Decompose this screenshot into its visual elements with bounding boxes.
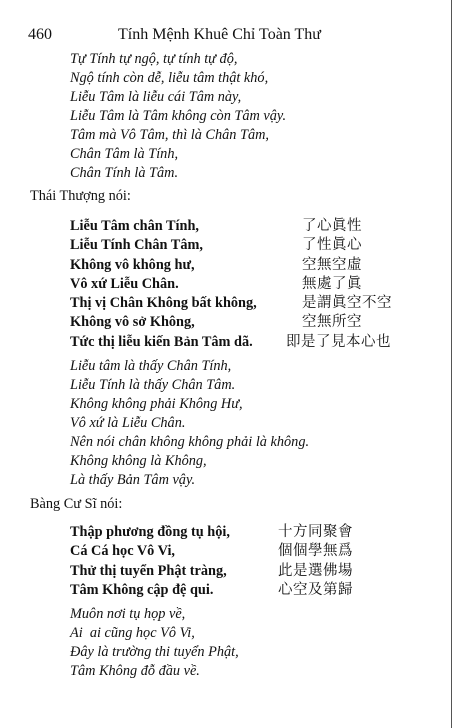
verse-chinese: 十方同聚會	[278, 524, 353, 540]
section-heading: Thái Thượng nói:	[30, 188, 131, 204]
verse-row	[70, 294, 392, 313]
verse-row	[70, 217, 392, 236]
verse-vietnamese: Thử thị tuyển Phật tràng,	[70, 562, 227, 579]
translation-line: Nên nói chân không không phải là không.	[70, 434, 310, 450]
verse-row	[70, 236, 392, 255]
verse-row	[70, 581, 353, 600]
verse-row	[70, 523, 353, 542]
poem-line: Liễu Tâm là Tâm không còn Tâm vậy.	[70, 108, 287, 124]
poem-line: Ngộ tính còn dễ, liễu tâm thật khó,	[70, 70, 269, 86]
verse-block	[70, 523, 353, 600]
poem-line: Chân Tâm là Tính,	[70, 146, 179, 162]
verse-chinese: 無處了眞	[302, 275, 362, 292]
verse-chinese: 是謂眞空不空	[302, 295, 392, 312]
verse-vietnamese: Thập phương đồng tụ hội,	[70, 524, 230, 540]
verse-chinese: 了性眞心	[302, 237, 362, 254]
translation-line: Liễu tâm là thấy Chân Tính,	[70, 358, 232, 374]
verse-chinese: 此是選佛場	[278, 562, 353, 579]
verse-chinese: 空無空虛	[302, 256, 362, 273]
translation-line: Liễu Tính là thấy Chân Tâm.	[70, 377, 236, 393]
verse-chinese: 即是了見本心也	[286, 333, 391, 350]
page-number: 460	[28, 26, 52, 43]
verse-row	[70, 542, 353, 561]
verse-translation	[70, 357, 309, 490]
verse-vietnamese: Tức thị liễu kiến Bản Tâm dã.	[70, 333, 253, 350]
running-title: Tính Mệnh Khuê Chỉ Toàn Thư	[118, 26, 321, 43]
verse-vietnamese: Vô xứ Liễu Chân.	[70, 275, 179, 292]
translation-line: Vô xứ là Liễu Chân.	[70, 415, 186, 431]
poem-line: Tâm mà Vô Tâm, thì là Chân Tâm,	[70, 127, 269, 143]
translation-line: Tâm Không đỗ đầu về.	[70, 663, 200, 679]
verse-row	[70, 275, 392, 294]
section-heading: Bàng Cư Sĩ nói:	[30, 496, 123, 512]
verse-translation	[70, 605, 239, 681]
poem-line: Chân Tính là Tâm.	[70, 165, 179, 181]
poem-line: Tự Tính tự ngộ, tự tính tự độ,	[70, 51, 238, 67]
verse-chinese: 個個學無爲	[278, 543, 353, 560]
verse-vietnamese: Không vô không hư,	[70, 256, 195, 273]
page-edge-rule	[451, 0, 452, 728]
verse-vietnamese: Thị vị Chân Không bất không,	[70, 295, 257, 312]
translation-line: Không không là Không,	[70, 453, 207, 469]
verse-block	[70, 217, 392, 352]
translation-line: Ai ai cũng học Vô Vi,	[70, 625, 195, 641]
verse-chinese: 空無所空	[302, 314, 362, 331]
verse-row	[70, 333, 392, 352]
verse-vietnamese: Liễu Tính Chân Tâm,	[70, 237, 203, 254]
verse-chinese: 了心眞性	[302, 218, 362, 234]
verse-vietnamese: Không vô sở Không,	[70, 314, 195, 331]
translation-line: Đây là trường thi tuyển Phật,	[70, 644, 239, 660]
verse-row	[70, 256, 392, 275]
verse-row	[70, 313, 392, 332]
verse-row	[70, 562, 353, 581]
verse-vietnamese: Cá Cá học Vô Vi,	[70, 543, 175, 560]
verse-vietnamese: Tâm Không cập đệ qui.	[70, 581, 214, 598]
opening-poem	[70, 50, 286, 183]
poem-line: Liễu Tâm là liễu cái Tâm này,	[70, 89, 242, 105]
translation-line: Là thấy Bản Tâm vậy.	[70, 472, 196, 488]
translation-line: Không không phải Không Hư,	[70, 396, 243, 412]
translation-line: Muôn nơi tụ họp về,	[70, 606, 186, 622]
verse-chinese: 心空及第歸	[278, 581, 353, 598]
verse-vietnamese: Liễu Tâm chân Tính,	[70, 218, 199, 234]
